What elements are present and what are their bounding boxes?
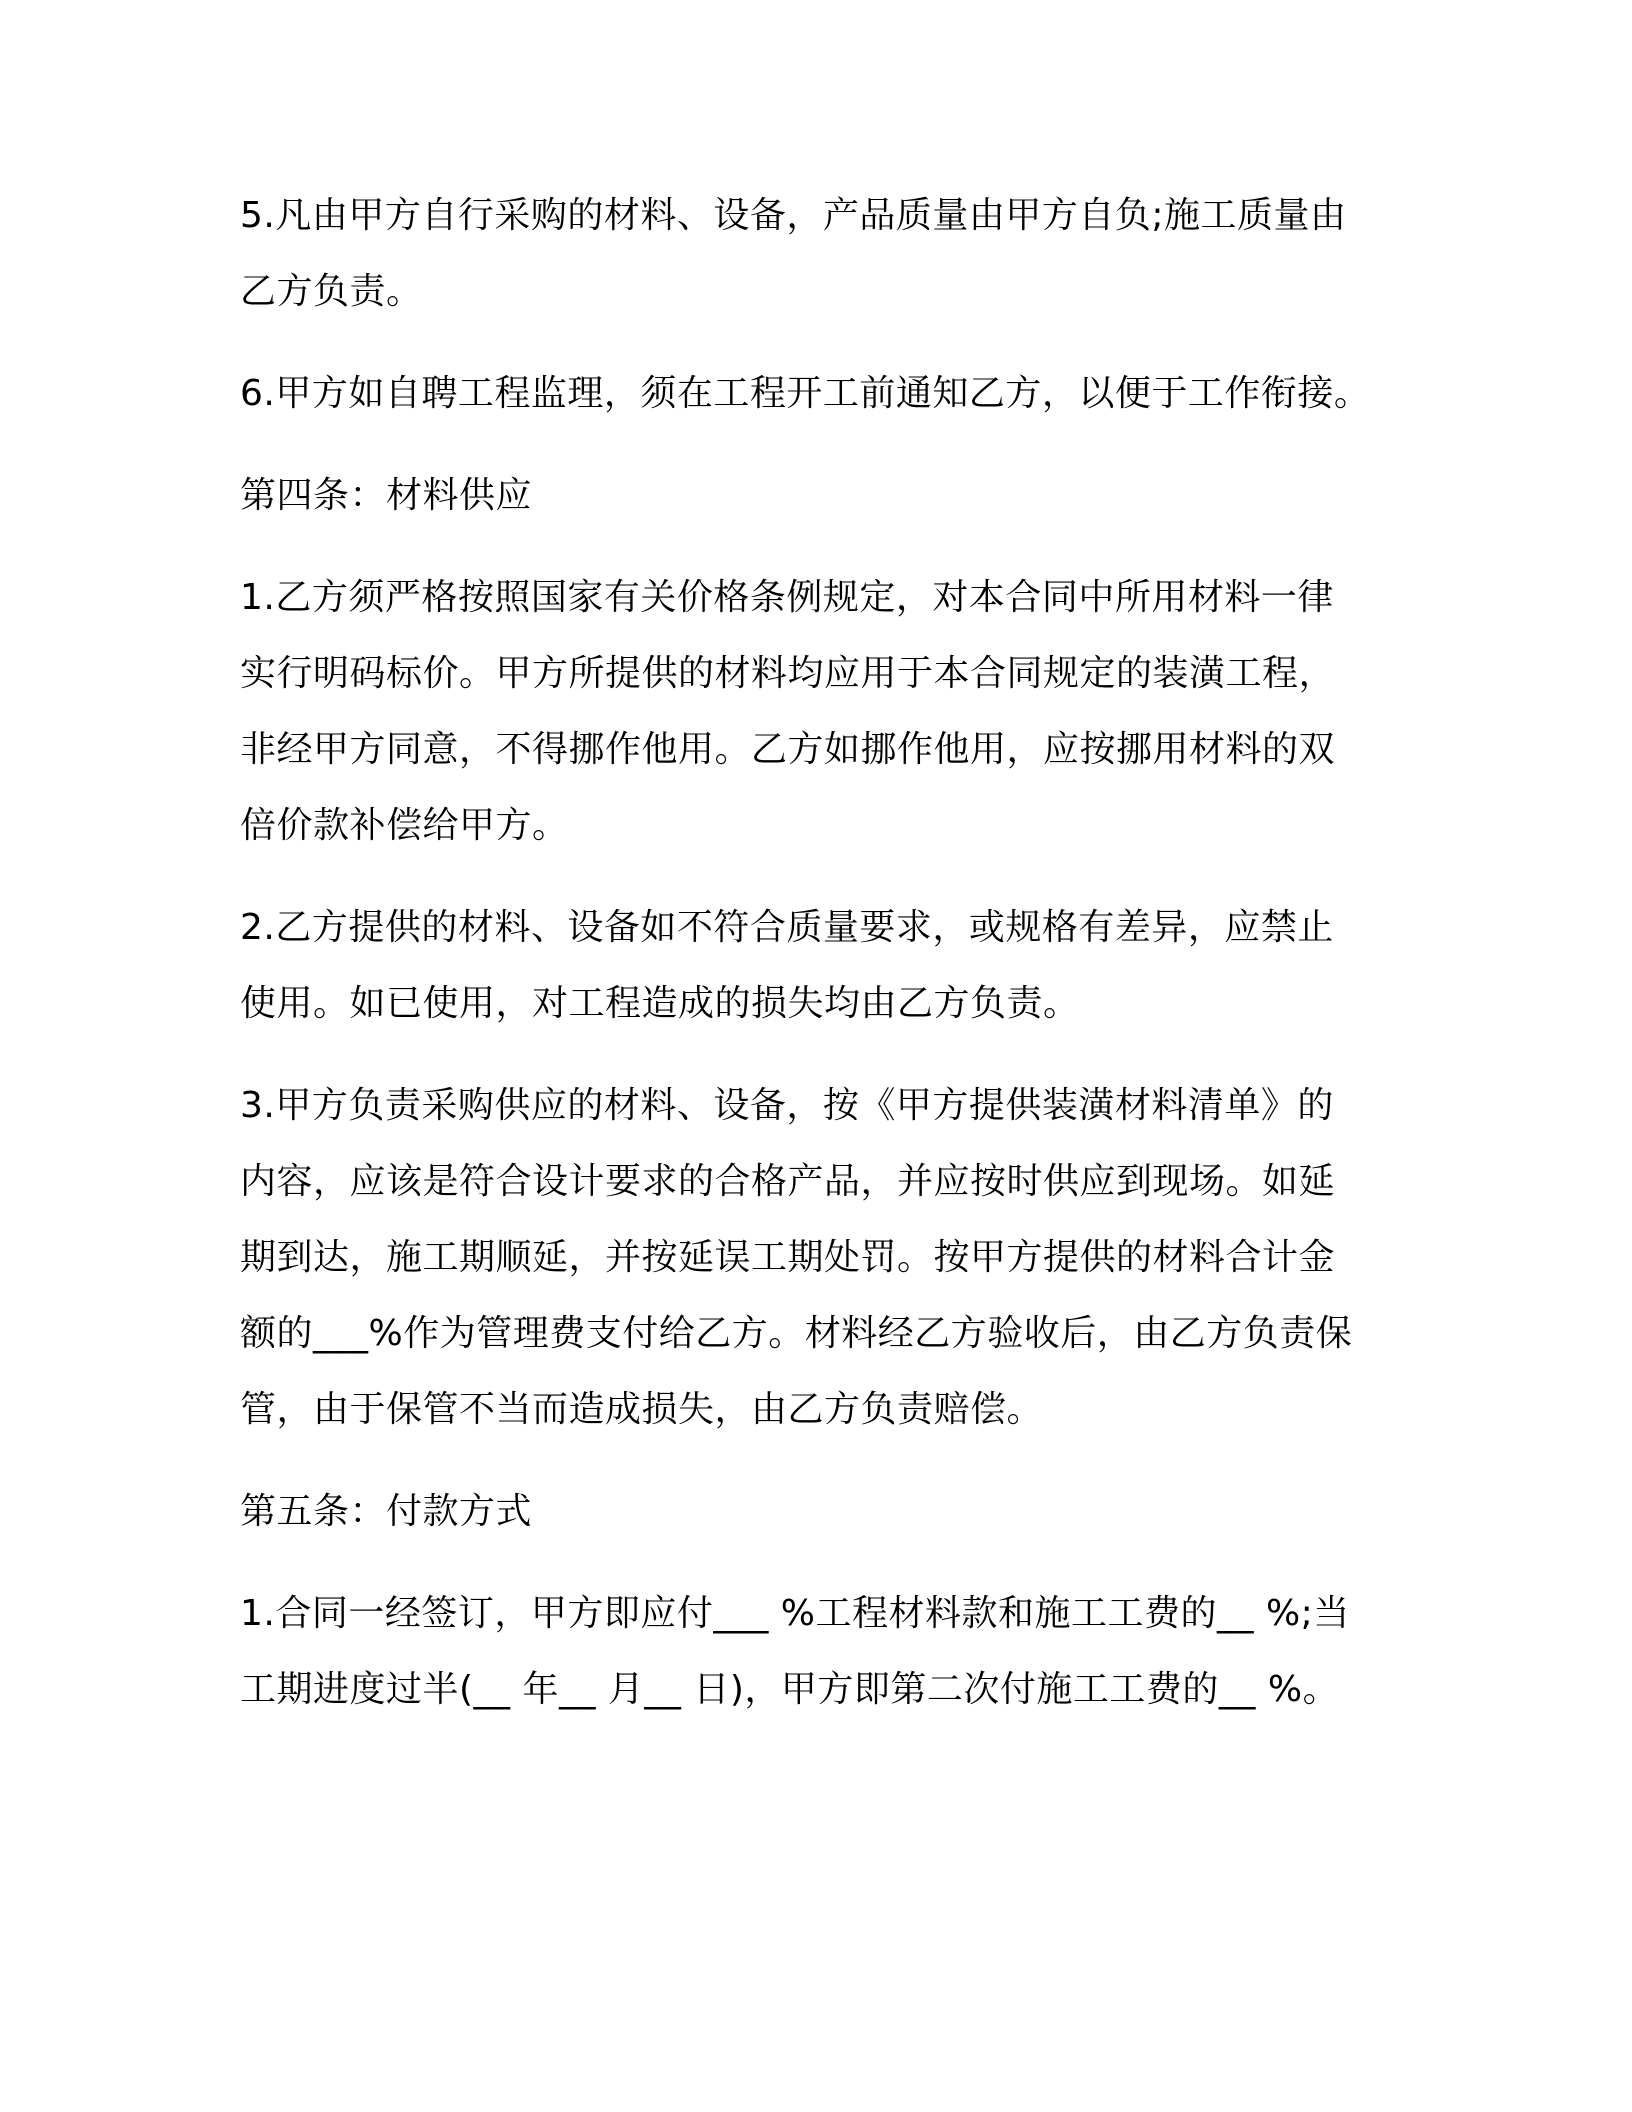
text-line: 乙方负责。 xyxy=(240,271,423,312)
text-line: 非经甲方同意，不得挪作他用。乙方如挪作他用，应按挪用材料的双 xyxy=(240,729,1336,770)
text-line: 内容，应该是符合设计要求的合格产品，并应按时供应到现场。如延 xyxy=(240,1161,1336,1202)
article-4-item-3 xyxy=(240,1068,1390,1448)
text-line: 工期进度过半(__ 年__ 月__ 日)，甲方即第二次付施工工费的__ %。 xyxy=(240,1669,1340,1710)
text-line: 3.甲方负责采购供应的材料、设备，按《甲方提供装潢材料清单》的 xyxy=(240,1085,1334,1126)
text-line: 管，由于保管不当而造成损失，由乙方负责赔偿。 xyxy=(240,1389,1044,1430)
clause-4-item-6 xyxy=(240,356,1390,432)
text-line: 2.乙方提供的材料、设备如不符合质量要求，或规格有差异，应禁止 xyxy=(240,907,1334,948)
text-line: 实行明码标价。甲方所提供的材料均应用于本合同规定的装潢工程， xyxy=(240,653,1336,694)
text-line: 6.甲方如自聘工程监理，须在工程开工前通知乙方，以便于工作衔接。 xyxy=(240,373,1371,414)
article-4-item-2 xyxy=(240,890,1390,1042)
document-page xyxy=(240,178,1390,1754)
clause-4-item-5 xyxy=(240,178,1390,330)
text-line: 期到达，施工期顺延，并按延误工期处罚。按甲方提供的材料合计金 xyxy=(240,1237,1336,1278)
text-line: 1.合同一经签订，甲方即应付___ %工程材料款和施工工费的__ %;当 xyxy=(240,1593,1350,1634)
heading-text: 第四条：材料供应 xyxy=(240,475,533,516)
section-heading-article-5 xyxy=(240,1474,1390,1550)
article-4-item-1 xyxy=(240,560,1390,864)
text-line: 5.凡由甲方自行采购的材料、设备，产品质量由甲方自负;施工质量由 xyxy=(240,195,1347,236)
text-line: 倍价款补偿给甲方。 xyxy=(240,805,569,846)
section-heading-article-4 xyxy=(240,458,1390,534)
article-5-item-1 xyxy=(240,1576,1390,1728)
heading-text: 第五条：付款方式 xyxy=(240,1491,533,1532)
text-line: 1.乙方须严格按照国家有关价格条例规定，对本合同中所用材料一律 xyxy=(240,577,1334,618)
text-line: 使用。如已使用，对工程造成的损失均由乙方负责。 xyxy=(240,983,1080,1024)
text-line: 额的___%作为管理费支付给乙方。材料经乙方验收后，由乙方负责保 xyxy=(240,1313,1353,1354)
